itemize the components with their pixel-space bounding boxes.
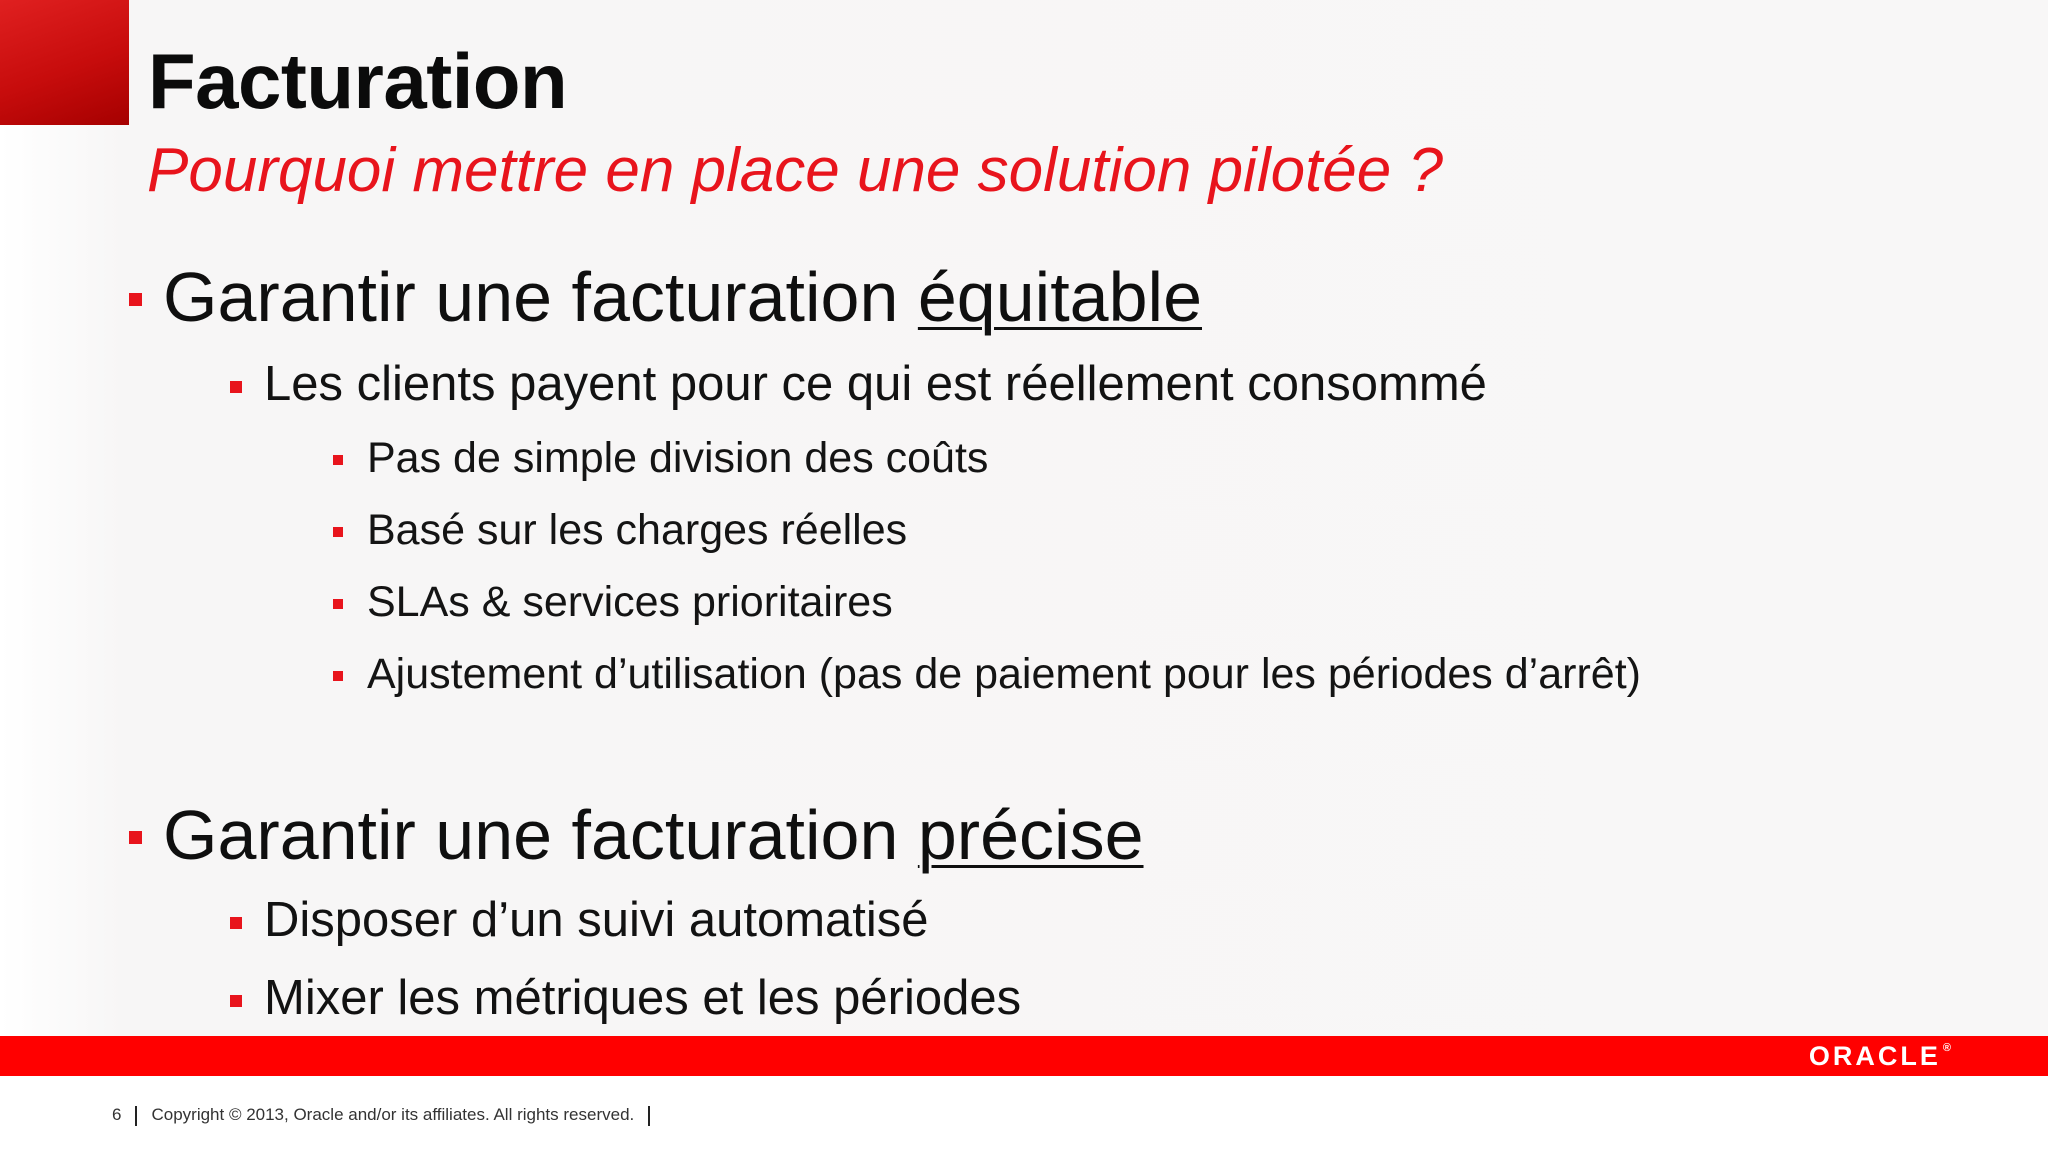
list-item (264, 893, 929, 947)
sub-list-item-text: Basé sur les charges réelles (367, 506, 908, 554)
slide-footer (112, 1104, 664, 1126)
oracle-logo (1809, 1043, 1951, 1070)
slide-subtitle: Pourquoi mettre en place une solution pilotée ? (147, 136, 1443, 205)
red-square-bullet-icon (333, 527, 343, 537)
section-heading-emphasis: équitable (917, 258, 1202, 336)
section-heading-equitable (163, 258, 1202, 336)
sub-list-item-text: SLAs & services prioritaires (367, 578, 893, 626)
section-heading-precise (163, 796, 1144, 874)
section-heading-emphasis: précise (917, 796, 1144, 874)
copyright-text: Copyright © 2013, Oracle and/or its affiliates. All rights reserved. (151, 1105, 635, 1124)
registered-mark: ® (1942, 1042, 1951, 1054)
sub-list-item (367, 650, 1641, 698)
list-item-text: Disposer d’un suivi automatisé (264, 893, 929, 947)
sub-list-item (367, 578, 893, 626)
red-square-bullet-icon (333, 671, 343, 681)
list-item (264, 971, 1022, 1025)
page-number: 6 (112, 1105, 122, 1124)
sub-list-item (367, 434, 989, 482)
sub-list-item-text: Pas de simple division des coûts (367, 434, 989, 482)
sub-list-item-text: Ajustement d’utilisation (pas de paiement pour les périodes d’arrêt) (367, 650, 1641, 698)
sub-list-item (367, 506, 908, 554)
section-heading-prefix: Garantir une facturation (163, 796, 918, 874)
red-square-bullet-icon (129, 831, 142, 844)
footer-divider (648, 1106, 650, 1126)
slide-title: Facturation (148, 37, 568, 125)
list-item (264, 357, 1487, 411)
list-item-text: Mixer les métriques et les périodes (264, 971, 1022, 1025)
oracle-logo-text: ORACLE (1808, 1041, 1941, 1071)
red-square-bullet-icon (230, 381, 242, 393)
red-square-bullet-icon (333, 599, 343, 609)
list-item-text: Les clients payent pour ce qui est réellement consommé (264, 357, 1487, 411)
footer-red-bar (0, 1036, 2048, 1076)
red-square-bullet-icon (333, 455, 343, 465)
section-heading-prefix: Garantir une facturation (163, 258, 918, 336)
footer-divider (135, 1106, 137, 1126)
red-square-bullet-icon (129, 293, 142, 306)
red-square-bullet-icon (230, 917, 242, 929)
red-square-bullet-icon (230, 995, 242, 1007)
corner-accent-block (0, 0, 129, 125)
